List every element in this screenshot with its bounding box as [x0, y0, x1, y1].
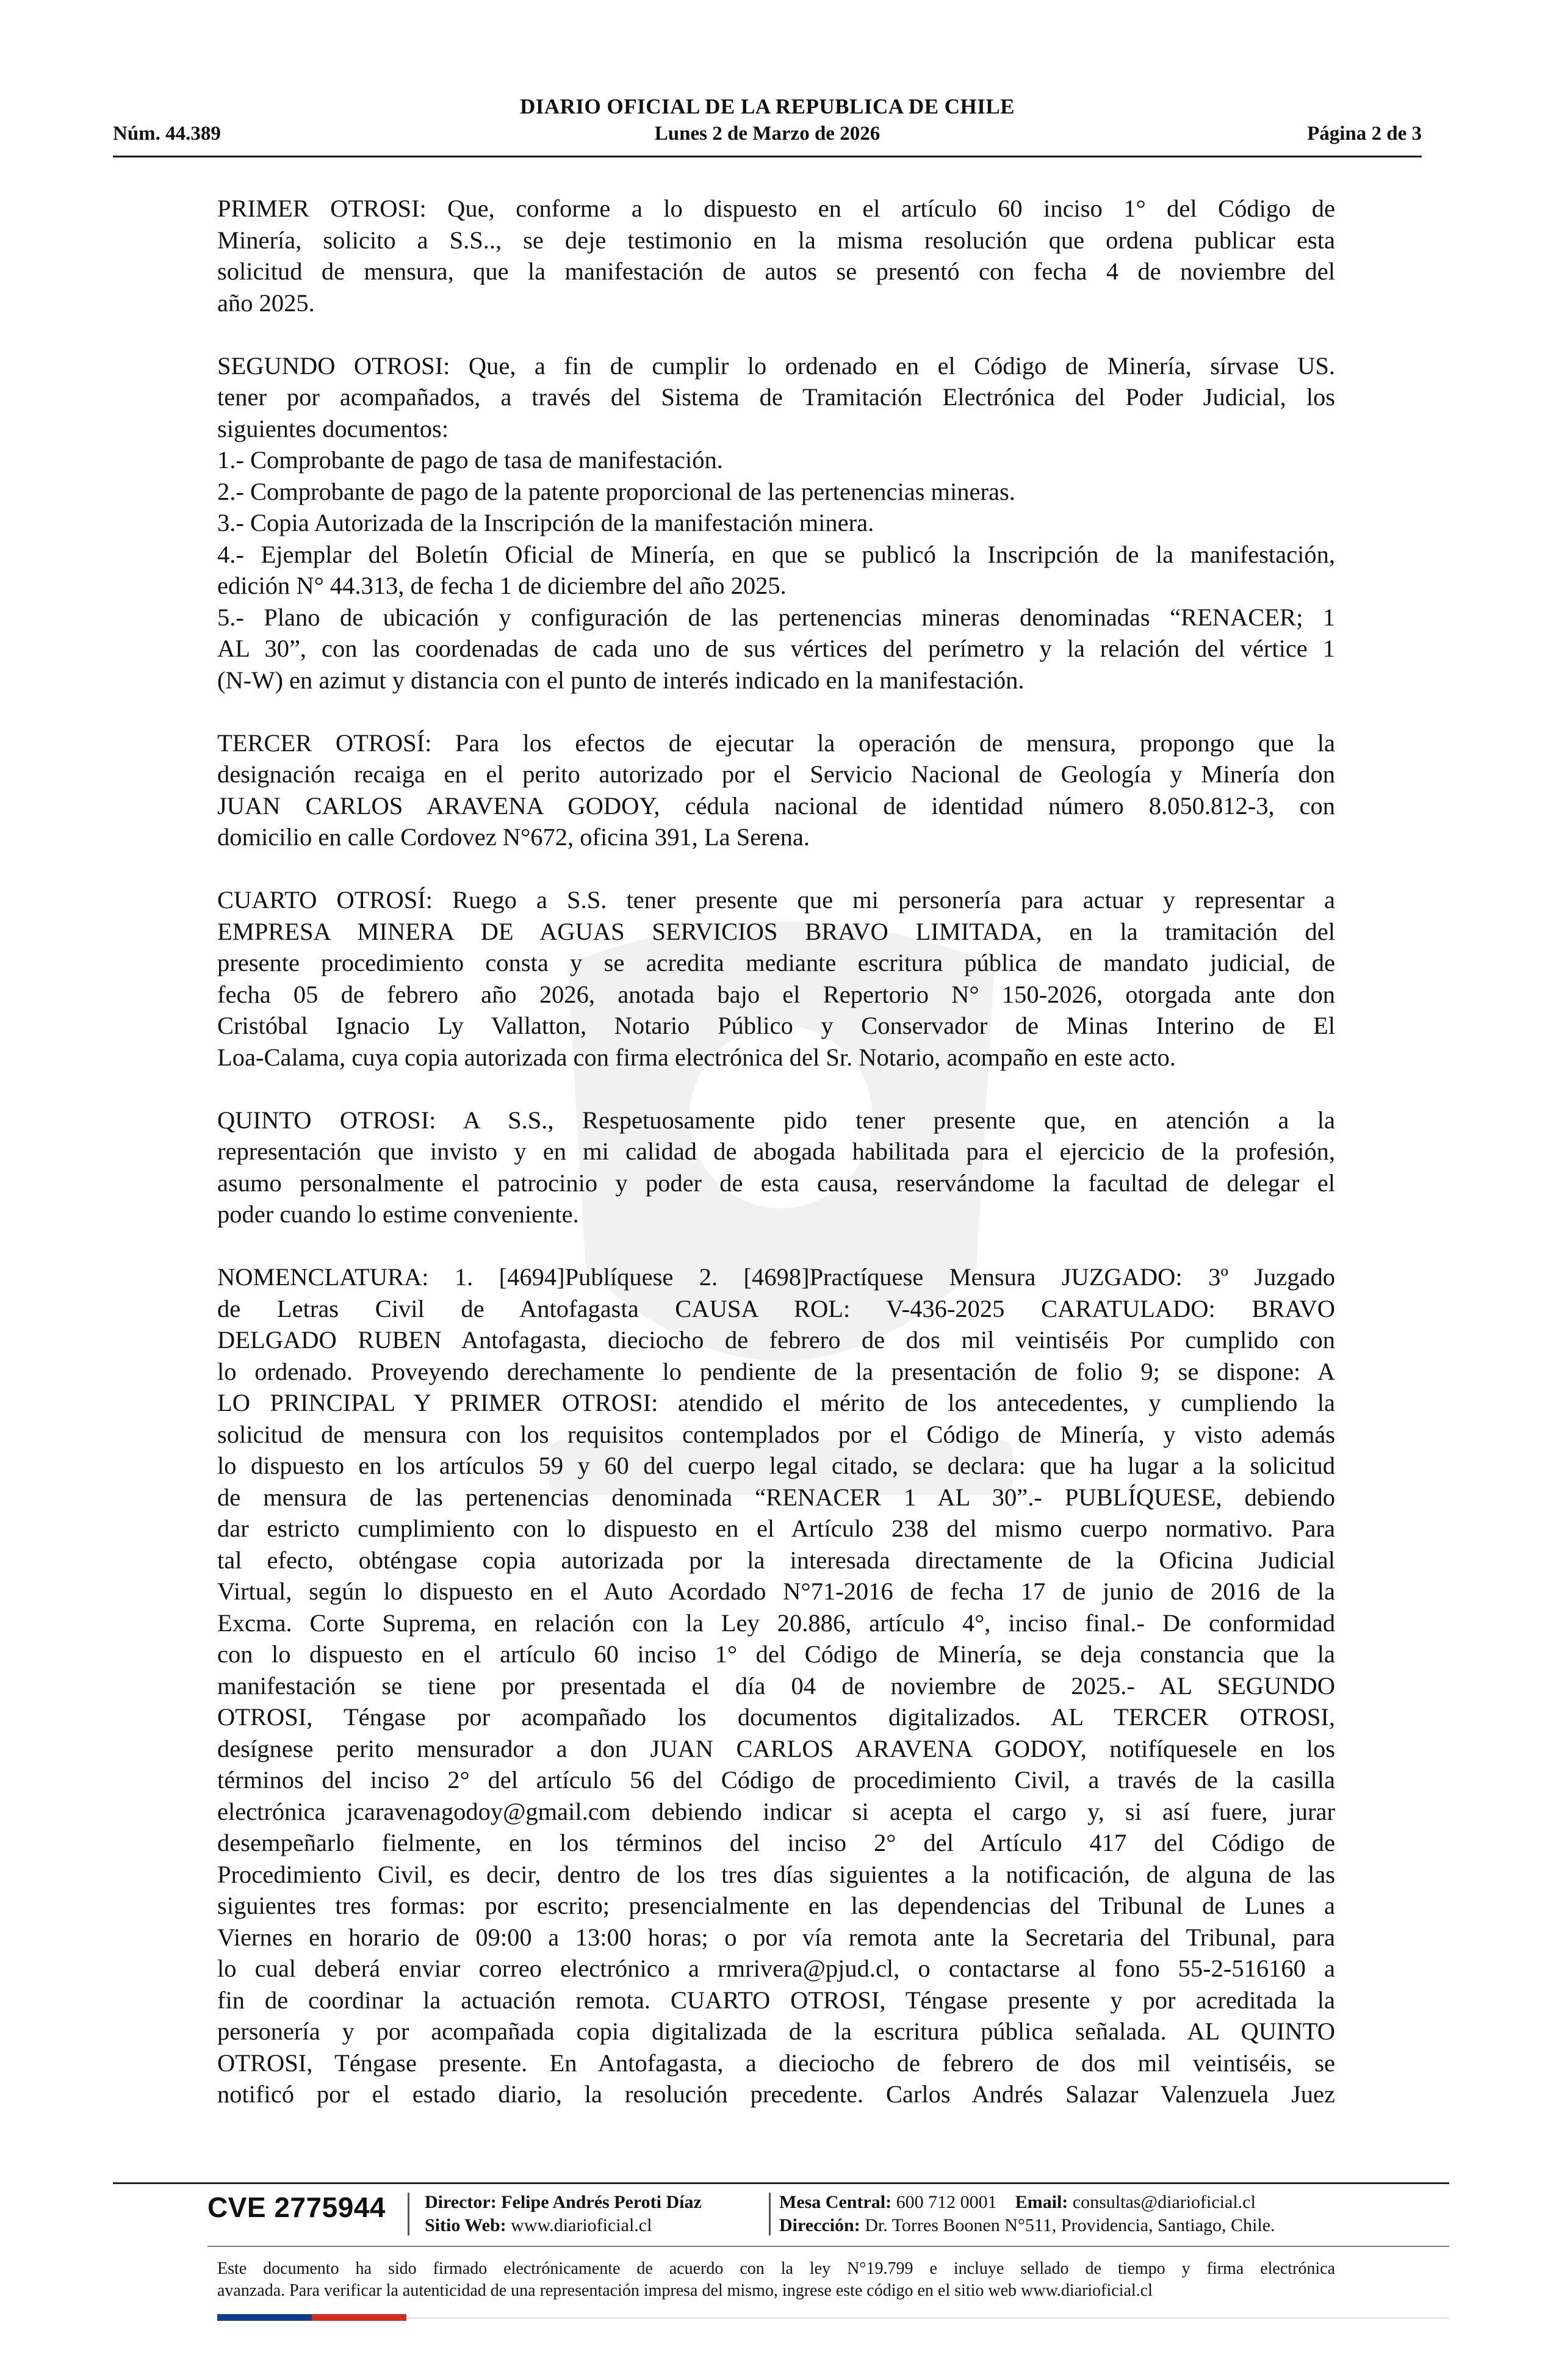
- phone-label: Mesa Central:: [779, 2192, 892, 2212]
- flag-blue-segment: [217, 2314, 312, 2321]
- text-line: Minería, solicito a S.S.., se deje testimonio en la misma resolución que ordena publicar esta: [217, 226, 1335, 254]
- website-link[interactable]: www.diarioficial.cl: [511, 2215, 652, 2235]
- chile-flag-stripe: [217, 2314, 406, 2321]
- text-line: solicitud de mensura con los requisitos contemplados por el Código de Minería, y visto además: [217, 1420, 1335, 1448]
- text-line: designación recaiga en el perito autorizado por el Servicio Nacional de Geología y Minería don: [217, 760, 1335, 788]
- text-line: lo ordenado. Proveyendo derechamente lo pendiente de la presentación de folio 9; se dispone: A: [217, 1357, 1335, 1385]
- issue-number: Núm. 44.389: [113, 123, 221, 145]
- text-line: LO PRINCIPAL Y PRIMER OTROSI: atendido el mérito de los antecedentes, y cumpliendo la: [217, 1389, 1335, 1416]
- flag-red-segment: [312, 2314, 406, 2321]
- text-line: 5.- Plano de ubicación y configuración de las pertenencias mineras denominadas “RENACER; 1: [217, 603, 1335, 631]
- paragraph: [217, 884, 1335, 1073]
- text-line: TERCER OTROSÍ: Para los efectos de ejecutar la operación de mensura, propongo que la: [217, 729, 1335, 757]
- text-line: lo dispuesto en los artículos 59 y 60 del cuerpo legal citado, se declara: que ha lugar a la solicitud: [217, 1452, 1335, 1479]
- director-label: Director:: [425, 2192, 497, 2212]
- text-line: Procedimiento Civil, es decir, dentro de los tres días siguientes a la notificación, de alguna de las: [217, 1860, 1335, 1888]
- text-line: con lo dispuesto en el artículo 60 inciso 1° del Código de Minería, se deja constancia que la: [217, 1640, 1335, 1668]
- paragraph: [217, 350, 1335, 696]
- footer-divider: [113, 2182, 1449, 2184]
- text-line: (N-W) en azimut y distancia con el punto de interés indicado en la manifestación.: [217, 666, 1025, 694]
- text-line: Viernes en horario de 09:00 a 13:00 horas; o por vía remota ante la Secretaria del Tribunal, para: [217, 1923, 1335, 1951]
- text-line: Loa-Calama, cuya copia autorizada con firma electrónica del Sr. Notario, acompaño en este acto.: [217, 1043, 1176, 1071]
- text-line: tal efecto, obténgase copia autorizada por la interesada directamente de la Oficina Judicial: [217, 1546, 1335, 1574]
- website-label: Sitio Web:: [425, 2215, 506, 2235]
- footer-separator: [408, 2193, 409, 2235]
- footer-contact-info: [779, 2191, 1275, 2237]
- legal-notice-line: avanzada. Para verificar la autenticidad de una representación impresa del mismo, ingrese este código en el sitio web www.diarioficial.cl: [217, 2281, 1153, 2300]
- page-header: [113, 95, 1422, 158]
- text-line: CUARTO OTROSÍ: Ruego a S.S. tener presente que mi personería para actuar y representar a: [217, 886, 1335, 914]
- text-line: desígnese perito mensurador a don JUAN CARLOS ARAVENA GODOY, notifíquesele en los: [217, 1734, 1335, 1762]
- text-line: asumo personalmente el patrocinio y poder de esta causa, reservándome la facultad de delegar el: [217, 1169, 1335, 1197]
- text-line: manifestación se tiene por presentada el día 04 de noviembre de 2025.- AL SEGUNDO: [217, 1671, 1335, 1700]
- text-line: SEGUNDO OTROSI: Que, a fin de cumplir lo ordenado en el Código de Minería, sírvase US.: [217, 352, 1335, 380]
- text-line: personería y por acompañada copia digitalizada de la escritura pública señalada. AL QUINTO: [217, 2018, 1335, 2045]
- text-line: Excma. Corte Suprema, en relación con la Ley 20.886, artículo 4°, inciso final.- De conformidad: [217, 1609, 1335, 1637]
- header-divider: [113, 156, 1422, 157]
- cve-code: CVE 2775944: [207, 2191, 386, 2223]
- text-line: de Letras Civil de Antofagasta CAUSA ROL: V-436-2025 CARATULADO: BRAVO: [217, 1294, 1335, 1322]
- text-line: presente procedimiento consta y se acredita mediante escritura pública de mandato judicial, de: [217, 949, 1335, 976]
- text-line: OTROSI, Téngase por acompañado los documentos digitalizados. AL TERCER OTROSI,: [217, 1703, 1335, 1731]
- phone-number: 600 712 0001: [896, 2192, 997, 2212]
- legal-notice: [217, 2258, 1335, 2302]
- publication-title: DIARIO OFICIAL DE LA REPUBLICA DE CHILE: [519, 95, 1015, 118]
- text-line: tener por acompañados, a través del Sistema de Tramitación Electrónica del Poder Judicial, los: [217, 383, 1335, 411]
- paragraph: [217, 193, 1335, 319]
- text-line: DELGADO RUBEN Antofagasta, dieciocho de febrero de dos mil veintiséis Por cumplido con: [217, 1326, 1335, 1354]
- footer-separator: [769, 2193, 771, 2235]
- address-label: Dirección:: [779, 2215, 860, 2235]
- text-line: representación que invisto y en mi calidad de abogada habilitada para el ejercicio de la profesión,: [217, 1138, 1335, 1165]
- text-line: términos del inciso 2° del artículo 56 del Código de procedimiento Civil, a través de la casilla: [217, 1766, 1335, 1794]
- text-line: edición N° 44.313, de fecha 1 de diciembre del año 2025.: [217, 572, 787, 599]
- text-line: solicitud de mensura, que la manifestación de autos se presentó con fecha 4 de noviembre del: [217, 258, 1335, 285]
- text-line: 2.- Comprobante de pago de la patente proporcional de las pertenencias mineras.: [217, 477, 1015, 505]
- paragraph: [217, 1105, 1335, 1230]
- address-value: Dr. Torres Boonen N°511, Providencia, Santiago, Chile.: [865, 2215, 1275, 2235]
- email-link[interactable]: consultas@diarioficial.cl: [1072, 2192, 1256, 2212]
- text-line: AL 30”, con las coordenadas de cada uno de sus vértices del perímetro y la relación del vértice 1: [217, 635, 1335, 662]
- text-line: siguientes documentos:: [217, 414, 449, 442]
- paragraph: [217, 1261, 1335, 2110]
- text-line: desempeñarlo fielmente, en los términos del inciso 2° del Artículo 417 del Código de: [217, 1829, 1335, 1856]
- text-line: notificó por el estado diario, la resolución precedente. Carlos Andrés Salazar Valenzuela Juez: [217, 2080, 1335, 2108]
- text-line: NOMENCLATURA: 1. [4694]Publíquese 2. [4698]Practíquese Mensura JUZGADO: 3º Juzgado: [217, 1263, 1335, 1291]
- document-body: [217, 193, 1335, 2141]
- text-line: lo cual deberá enviar correo electrónico a rmrivera@pjud.cl, o contactarse al fono 55-2-516160 a: [217, 1955, 1335, 1982]
- text-line: siguientes tres formas: por escrito; presencialmente en las dependencias del Tribunal de Lunes a: [217, 1892, 1335, 1919]
- text-line: electrónica jcaravenagodoy@gmail.com debiendo indicar si acepta el cargo y, si así fuere, jurar: [217, 1797, 1335, 1825]
- text-line: fin de coordinar la actuación remota. CUARTO OTROSI, Téngase presente y por acreditada la: [217, 1986, 1335, 2014]
- text-line: 1.- Comprobante de pago de tasa de manifestación.: [217, 446, 723, 474]
- text-line: dar estricto cumplimiento con lo dispuesto en el Artículo 238 del mismo cuerpo normativo. Para: [217, 1515, 1335, 1542]
- issue-date: Lunes 2 de Marzo de 2026: [654, 123, 881, 145]
- text-line: EMPRESA MINERA DE AGUAS SERVICIOS BRAVO LIMITADA, en la tramitación del: [217, 917, 1335, 945]
- text-line: de mensura de las pertenencias denominada “RENACER 1 AL 30”.- PUBLÍQUESE, debiendo: [217, 1483, 1335, 1511]
- text-line: fecha 05 de febrero año 2026, anotada bajo el Repertorio N° 150-2026, otorgada ante don: [217, 980, 1335, 1008]
- footer-editorial-info: [425, 2191, 702, 2237]
- text-line: domicilio en calle Cordovez N°672, oficina 391, La Serena.: [217, 823, 810, 851]
- director-name: Felipe Andrés Peroti Díaz: [501, 2192, 702, 2212]
- text-line: poder cuando lo estime conveniente.: [217, 1200, 579, 1228]
- text-line: 4.- Ejemplar del Boletín Oficial de Minería, en que se publicó la Inscripción de la manifestación,: [217, 540, 1335, 568]
- text-line: año 2025.: [217, 289, 315, 317]
- text-line: PRIMER OTROSI: Que, conforme a lo dispuesto en el artículo 60 inciso 1° del Código de: [217, 195, 1335, 222]
- text-line: OTROSI, Téngase presente. En Antofagasta, a dieciocho de febrero de dos mil veintiséis, se: [217, 2049, 1335, 2077]
- text-line: Cristóbal Ignacio Ly Vallatton, Notario Público y Conservador de Minas Interino de El: [217, 1012, 1335, 1039]
- paragraph: [217, 727, 1335, 853]
- text-line: Virtual, según lo dispuesto en el Auto Acordado N°71-2016 de fecha 17 de junio de 2016 de la: [217, 1578, 1335, 1605]
- text-line: 3.- Copia Autorizada de la Inscripción de la manifestación minera.: [217, 509, 874, 536]
- text-line: JUAN CARLOS ARAVENA GODOY, cédula nacional de identidad número 8.050.812-3, con: [217, 792, 1335, 820]
- text-line: QUINTO OTROSI: A S.S., Respetuosamente pido tener presente que, en atención a la: [217, 1106, 1335, 1134]
- legal-notice-line: Este documento ha sido firmado electrónicamente de acuerdo con la ley N°19.799 e incluye sellado de tiempo y firma electrónica: [217, 2259, 1335, 2278]
- email-label: Email:: [1015, 2192, 1068, 2212]
- page-indicator: Página 2 de 3: [1307, 123, 1422, 145]
- footer-legal-divider: [207, 2246, 1449, 2247]
